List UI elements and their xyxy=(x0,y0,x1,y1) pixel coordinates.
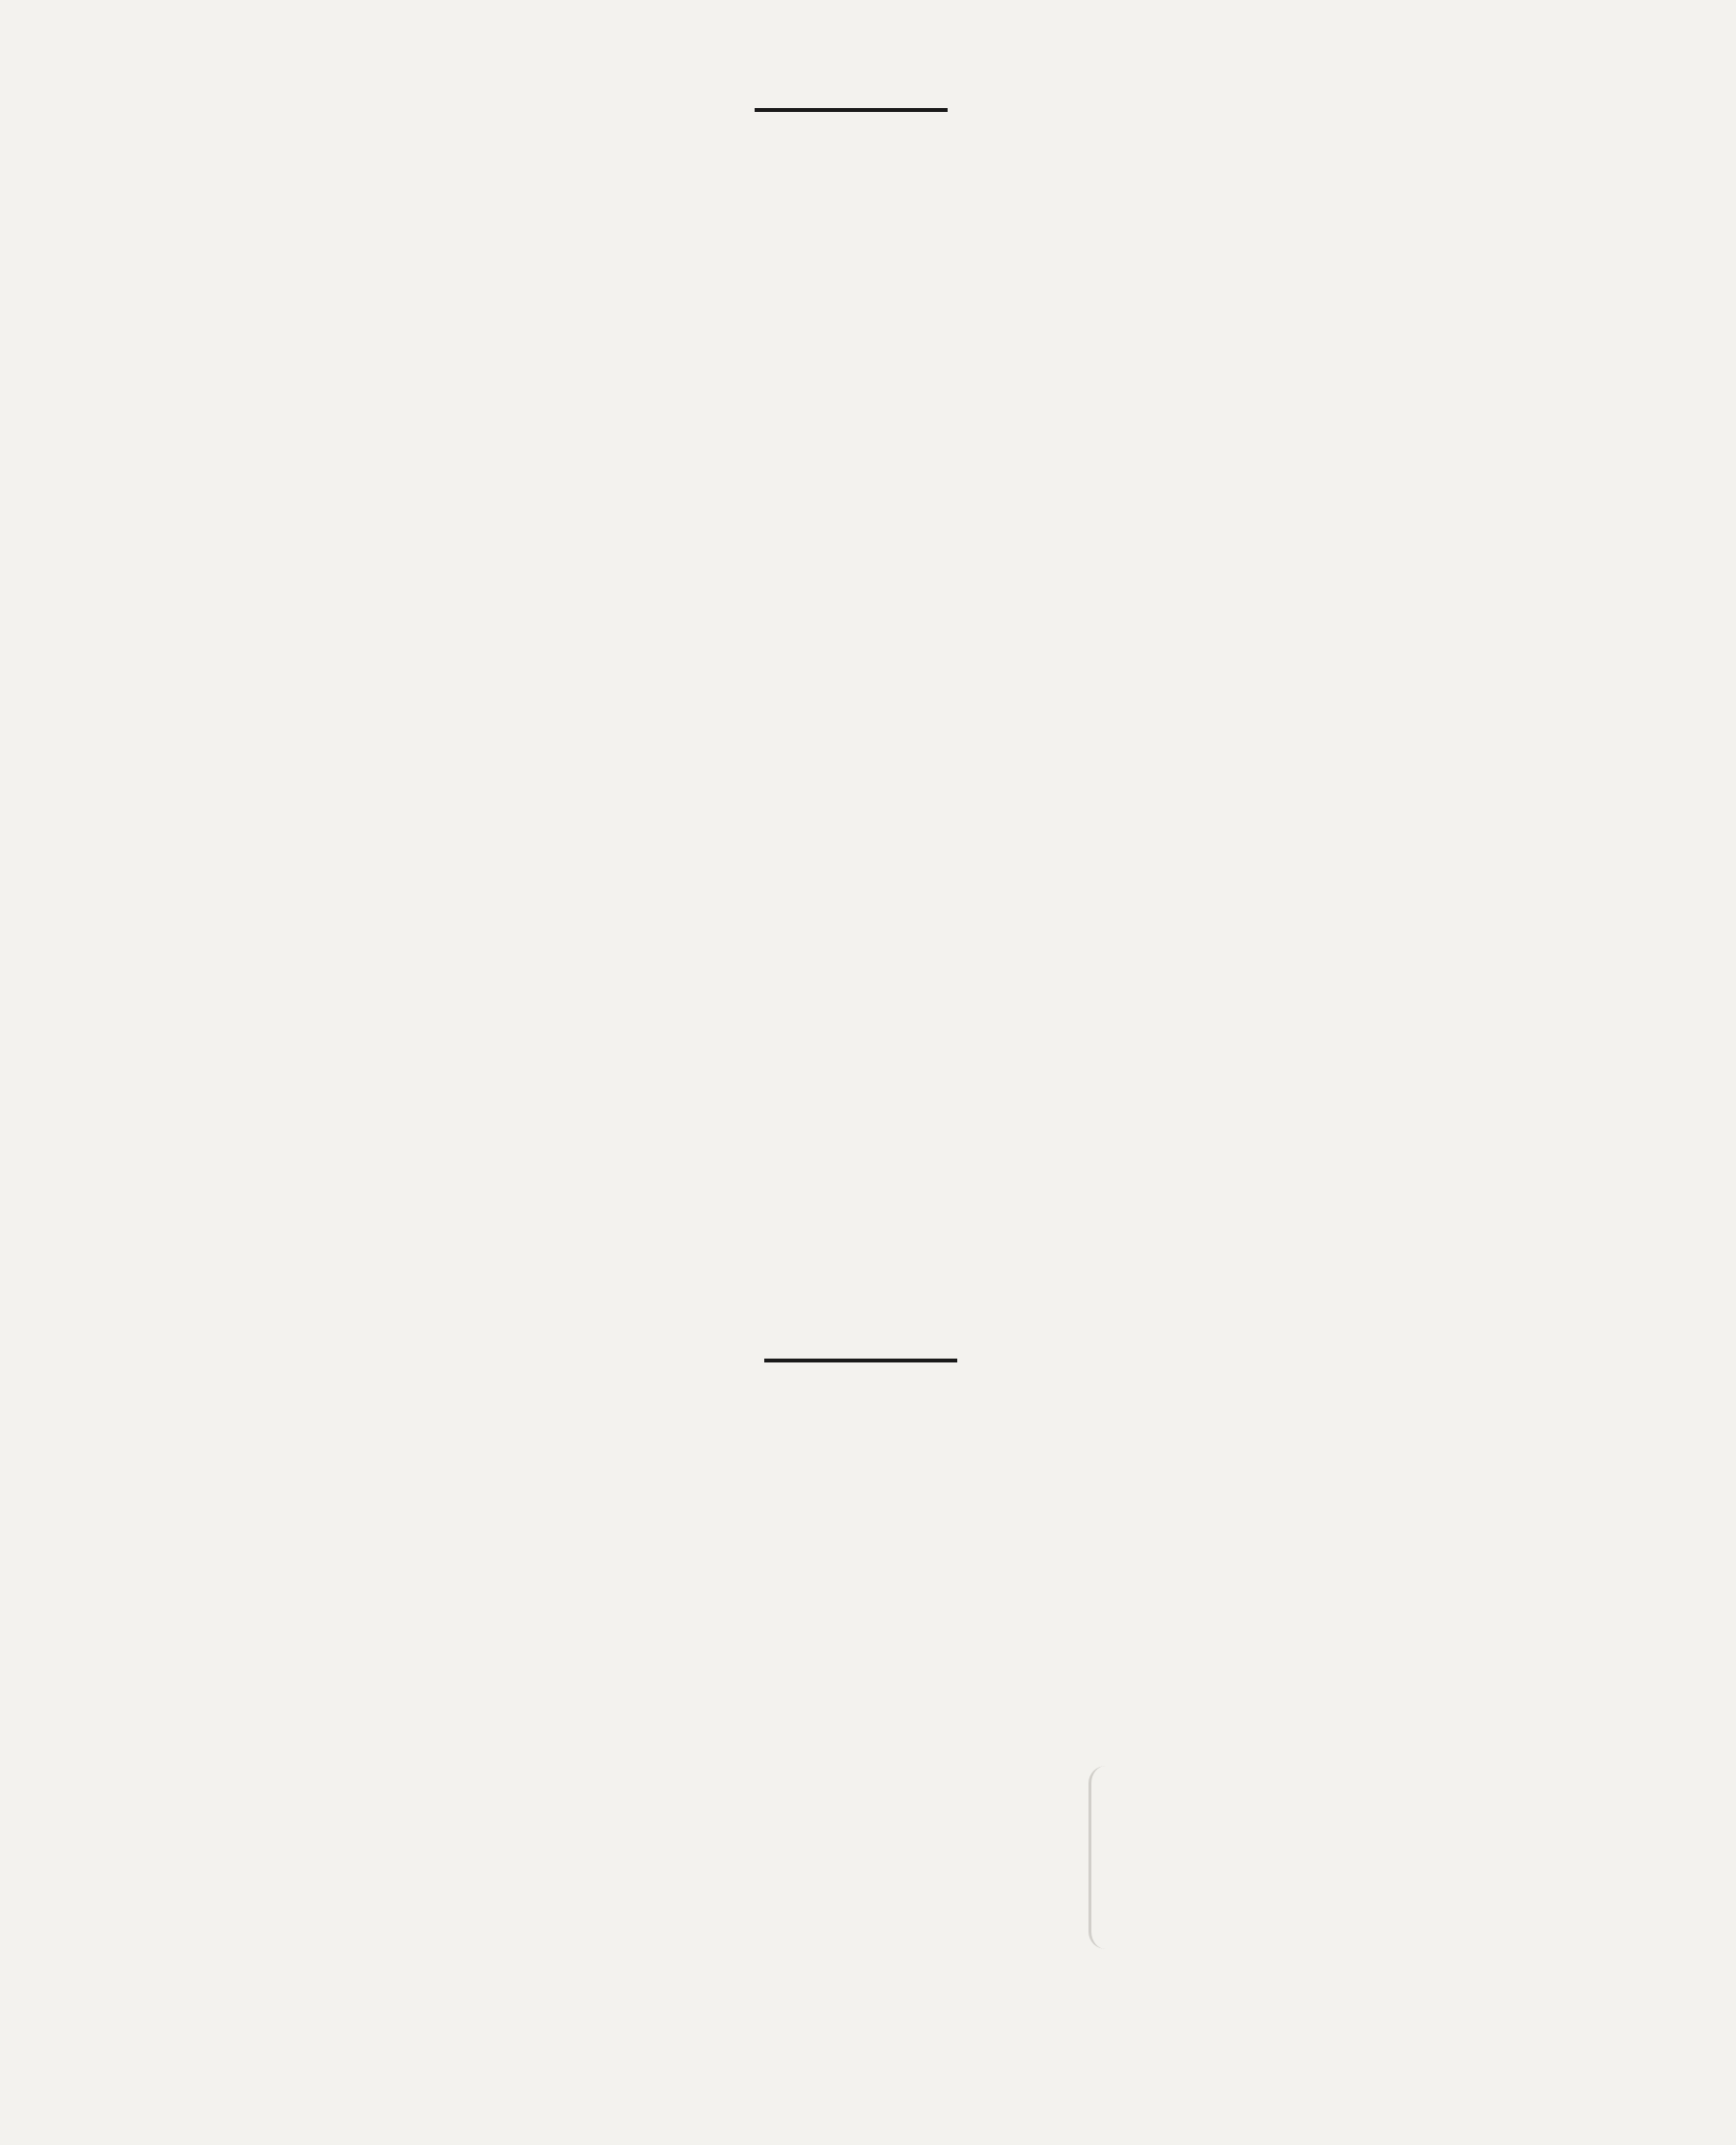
header-rule xyxy=(755,108,948,112)
bleed-through-brace xyxy=(1088,1766,1115,1949)
section-divider-rule xyxy=(764,1359,957,1362)
